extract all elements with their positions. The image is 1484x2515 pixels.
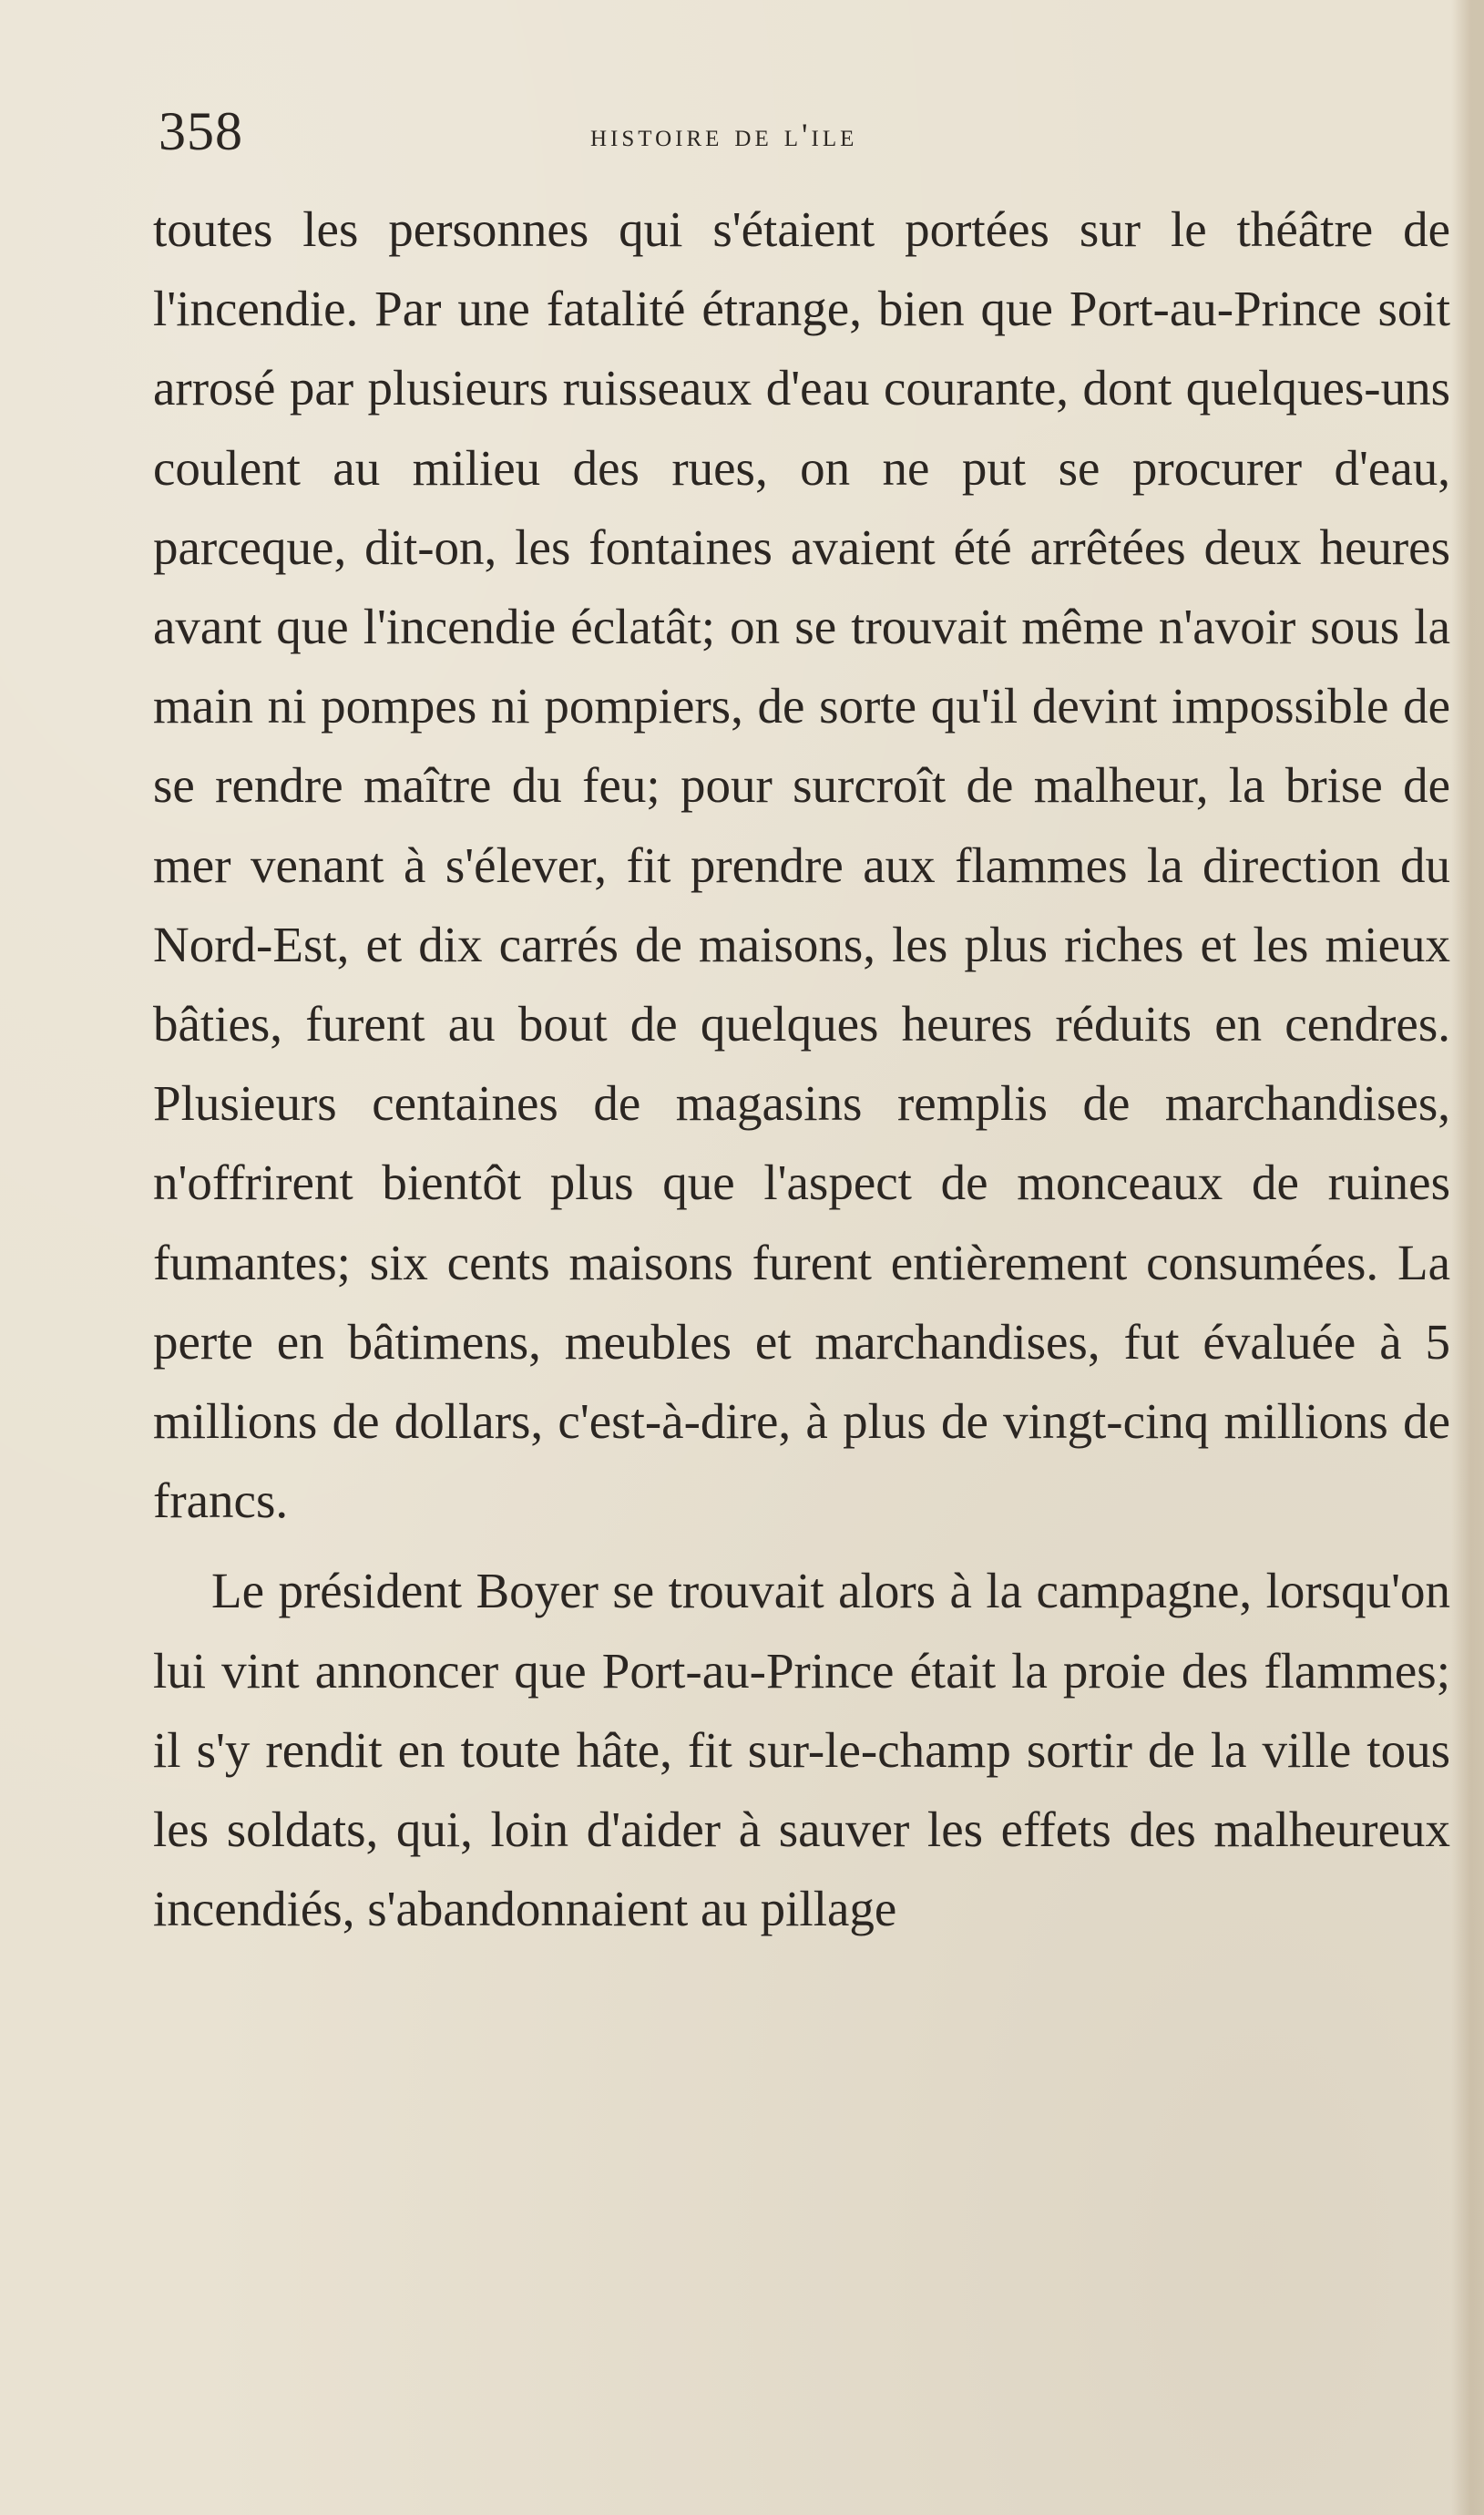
page-number: 358 — [159, 101, 243, 161]
page-header — [153, 98, 1447, 171]
paragraph-2: Le président Boyer se trouvait alors à la campagne, lorsqu'on lui vint annoncer que Port-au-Prince était la proie des flammes; il s'y rendit en toute hâte, fit sur-le-champ sortir de la ville tous les soldats, qui, loin d'aider à sauver les effets des malheureux incendiés, s'abandonnaient au pillage — [153, 1563, 1450, 1937]
paragraph-1: toutes les personnes qui s'étaient portées sur le théâtre de l'incendie. Par une fatalité étrange, bien que Port-au-Prince soit arrosé par plusieurs ruisseaux d'eau courante, dont quelques-uns coulent au milieu des rues, on ne put se procurer d'eau, parceque, dit-on, les fontaines avaient été arrêtées deux heures avant que l'incendie éclatât; on se trouvait même n'avoir sous la main ni pompes ni pompiers, de sorte qu'il devint impossible de se rendre maître du feu; pour surcroît de malheur, la brise de mer venant à s'élever, fit prendre aux flammes la direction du Nord-Est, et dix carrés de maisons, les plus riches et les mieux bâties, furent au bout de quelques heures réduits en cendres. Plusieurs centaines de magasins remplis de marchandises, n'offrirent bientôt plus que l'aspect de monceaux de ruines fumantes; six cents maisons furent entièrement consumées. La perte en bâtimens, meubles et marchandises, fut évaluée à 5 millions de dollars, c'est-à-dire, à plus de vingt-cinq millions de francs. — [153, 201, 1450, 1529]
body-text — [153, 190, 1450, 1948]
running-head: histoire de l'ile — [590, 117, 858, 153]
page-edge-shadow — [1451, 0, 1484, 2515]
